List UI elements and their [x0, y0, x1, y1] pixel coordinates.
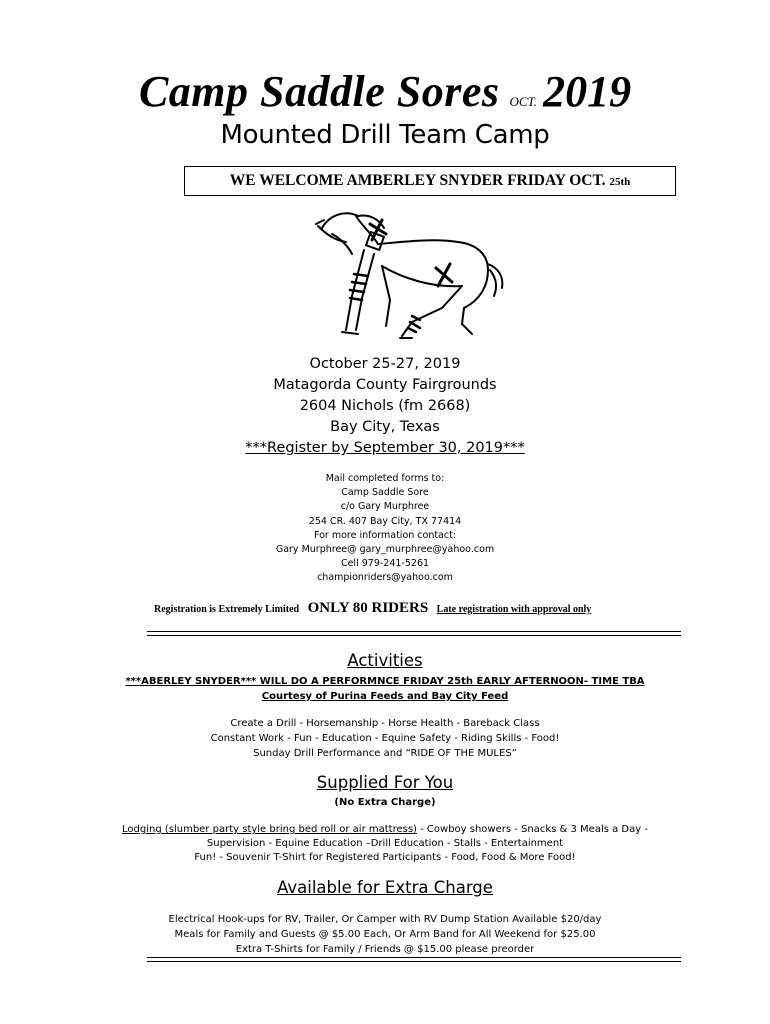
horse-drawing — [312, 204, 508, 344]
welcome-date: 25th — [609, 176, 631, 188]
supplied-line-2: Supervision - Equine Education –Drill Education - Stalls - Entertainment — [206, 838, 564, 849]
registration-limited: Registration is Extremely Limited — [154, 604, 300, 615]
camp-title: Camp Saddle Sores — [138, 67, 500, 116]
supplied-title: Supplied For You — [316, 773, 454, 792]
registration-riders: ONLY 80 RIDERS — [307, 600, 429, 616]
contact-email-alt: championriders@yahoo.com — [317, 572, 453, 584]
event-city: Bay City, Texas — [330, 419, 440, 435]
registration-deadline: ***Register by September 30, 2019*** — [245, 440, 525, 456]
supplied-note: (No Extra Charge) — [334, 797, 436, 808]
extra-charge-title: Available for Extra Charge — [277, 878, 493, 897]
divider-bottom-2 — [147, 961, 681, 962]
mail-line: Camp Saddle Sore — [341, 487, 429, 499]
mail-line: For more information contact: — [313, 529, 457, 541]
activities-line: Create a Drill - Horsemanship - Horse Health - Bareback Class — [230, 718, 540, 729]
performance-note: ***ABERLEY SNYDER*** WILL DO A PERFORMNCE FRIDAY 25th EARLY AFTERNOON- TIME TBA — [125, 676, 645, 687]
activities-line: Sunday Drill Performance and “RIDE OF THE MULES” — [253, 748, 517, 759]
divider-bottom-1 — [147, 957, 681, 958]
contact-phone: Cell 979-241-5261 — [340, 558, 430, 570]
divider-top-2 — [147, 635, 681, 636]
camp-subtitle: Mounted Drill Team Camp — [220, 120, 550, 150]
registration-late: Late registration with approval only — [436, 604, 592, 615]
title-oct: OCT. — [509, 94, 538, 109]
event-dates: October 25-27, 2019 — [309, 356, 461, 372]
divider-top-1 — [147, 631, 681, 632]
event-address: 2604 Nichols (fm 2668) — [299, 398, 471, 414]
title-year: 2019 — [543, 67, 632, 116]
extra-line: Electrical Hook-ups for RV, Trailer, Or Camper with RV Dump Station Available $20/day — [168, 914, 602, 925]
event-details — [0, 354, 770, 459]
supplied-line-3: Fun! - Souvenir T-Shirt for Registered Participants - Food, Food & More Food! — [194, 852, 576, 863]
title-row — [0, 66, 770, 117]
activities-title: Activities — [347, 651, 423, 670]
registration-limit-row — [154, 600, 674, 617]
event-venue: Matagorda County Fairgrounds — [273, 377, 497, 393]
mail-line: Mail completed forms to: — [325, 473, 445, 484]
activities-line: Constant Work - Fun - Education - Equine Safety - Riding Skills - Food! — [210, 733, 560, 744]
extra-line: Meals for Family and Guests @ $5.00 Each, Or Arm Band for All Weekend for $25.00 — [174, 929, 596, 940]
mail-line: 254 CR. 407 Bay City, TX 77414 — [308, 515, 462, 527]
extra-line: Extra T-Shirts for Family / Friends @ $15.00 please preorder — [235, 944, 535, 955]
mail-line: c/o Gary Murphree — [340, 501, 430, 513]
lodging-text: Lodging (slumber party style bring bed roll or air mattress) — [122, 824, 417, 835]
supplied-line-1 — [0, 824, 770, 835]
contact-email: Gary Murphree@ gary_murphree@yahoo.com — [275, 544, 495, 556]
courtesy-note: Courtesy of Purina Feeds and Bay City Feed — [261, 691, 509, 702]
welcome-banner — [184, 166, 676, 196]
supplied-line-1-rest: - Cowboy showers - Snacks & 3 Meals a Day - — [416, 824, 648, 835]
mail-contact-block — [0, 472, 770, 586]
welcome-text: WE WELCOME AMBERLEY SNYDER FRIDAY OCT. — [229, 172, 606, 189]
